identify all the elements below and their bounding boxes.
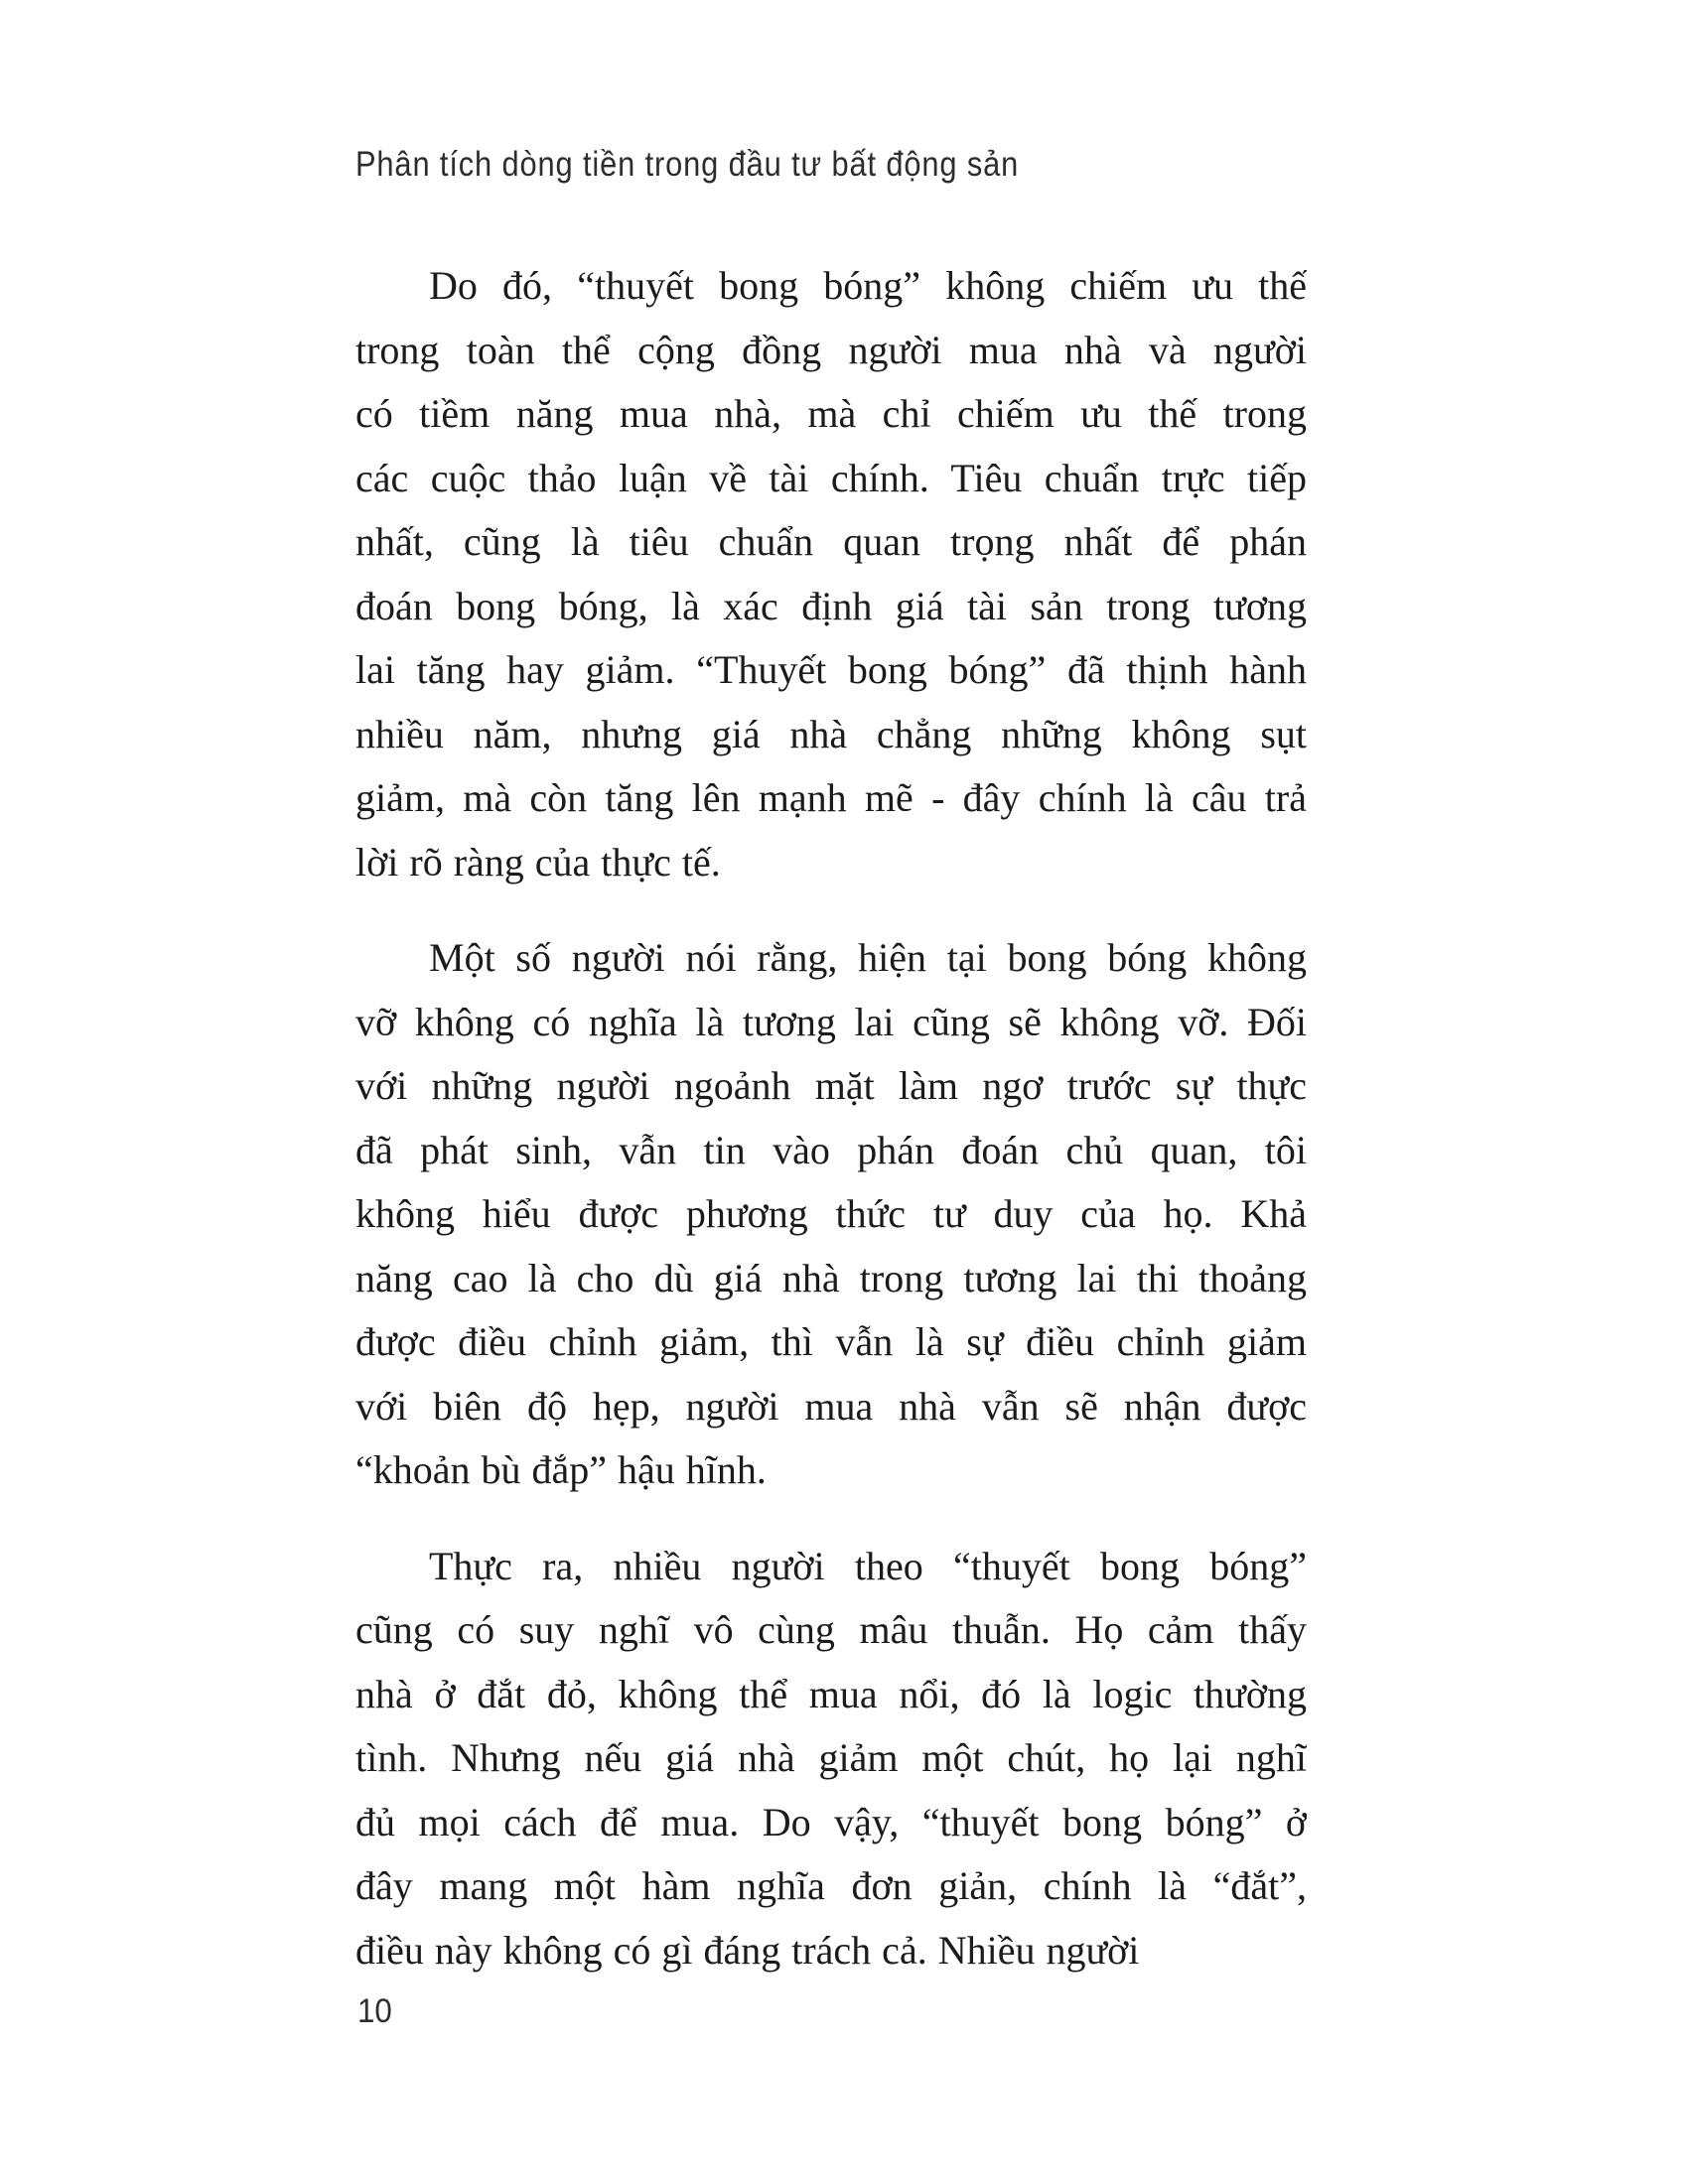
text-line: vỡ không có nghĩa là tương lai cũng sẽ không vỡ. Đối xyxy=(355,999,1307,1044)
paragraph xyxy=(355,926,1307,1503)
text-line: giảm, mà còn tăng lên mạnh mẽ - đây chính là câu trả xyxy=(355,775,1307,820)
text-line: các cuộc thảo luận về tài chính. Tiêu chuẩn trực tiếp xyxy=(355,455,1307,500)
text-line: với những người ngoảnh mặt làm ngơ trước sự thực xyxy=(355,1063,1307,1108)
text-line: đây mang một hàm nghĩa đơn giản, chính là “đắt”, xyxy=(355,1863,1307,1908)
text-line: cũng có suy nghĩ vô cùng mâu thuẫn. Họ cảm thấy xyxy=(355,1607,1307,1652)
text-line: Thực ra, nhiều người theo “thuyết bong bóng” xyxy=(429,1543,1307,1588)
text-line: với biên độ hẹp, người mua nhà vẫn sẽ nhận được xyxy=(355,1383,1307,1429)
text-line: “khoản bù đắp” hậu hĩnh. xyxy=(355,1447,767,1492)
text-line: trong toàn thể cộng đồng người mua nhà và người xyxy=(355,327,1307,372)
text-line: có tiềm năng mua nhà, mà chỉ chiếm ưu thế trong xyxy=(355,391,1307,436)
text-line: lai tăng hay giảm. “Thuyết bong bóng” đã thịnh hành xyxy=(355,647,1307,692)
body-text xyxy=(355,254,1307,1982)
text-line: Do đó, “thuyết bong bóng” không chiếm ưu thế xyxy=(429,263,1307,308)
text-line: không hiểu được phương thức tư duy của họ. Khả xyxy=(355,1191,1307,1236)
text-line: điều này không có gì đáng trách cả. Nhiều người xyxy=(355,1927,1140,1973)
text-line: đoán bong bóng, là xác định giá tài sản trong tương xyxy=(355,583,1307,628)
text-line: được điều chỉnh giảm, thì vẫn là sự điều chỉnh giảm xyxy=(355,1319,1307,1364)
page-number: 10 xyxy=(357,1992,392,2030)
paragraph xyxy=(355,1535,1307,1983)
paragraph xyxy=(355,254,1307,894)
text-line: nhà ở đắt đỏ, không thể mua nổi, đó là logic thường xyxy=(355,1671,1307,1716)
text-line: lời rõ ràng của thực tế. xyxy=(355,839,721,885)
running-header: Phân tích dòng tiền trong đầu tư bất động sản xyxy=(355,145,1020,184)
text-line: đã phát sinh, vẫn tin vào phán đoán chủ quan, tôi xyxy=(355,1127,1307,1172)
text-line: đủ mọi cách để mua. Do vậy, “thuyết bong bóng” ở xyxy=(355,1799,1307,1844)
text-line: tình. Nhưng nếu giá nhà giảm một chút, họ lại nghĩ xyxy=(355,1735,1307,1780)
text-line: Một số người nói rằng, hiện tại bong bóng không xyxy=(429,935,1307,980)
text-line: nhiều năm, nhưng giá nhà chẳng những không sụt xyxy=(355,711,1307,756)
text-line: năng cao là cho dù giá nhà trong tương lai thi thoảng xyxy=(355,1255,1307,1300)
text-line: nhất, cũng là tiêu chuẩn quan trọng nhất để phán xyxy=(355,519,1307,564)
